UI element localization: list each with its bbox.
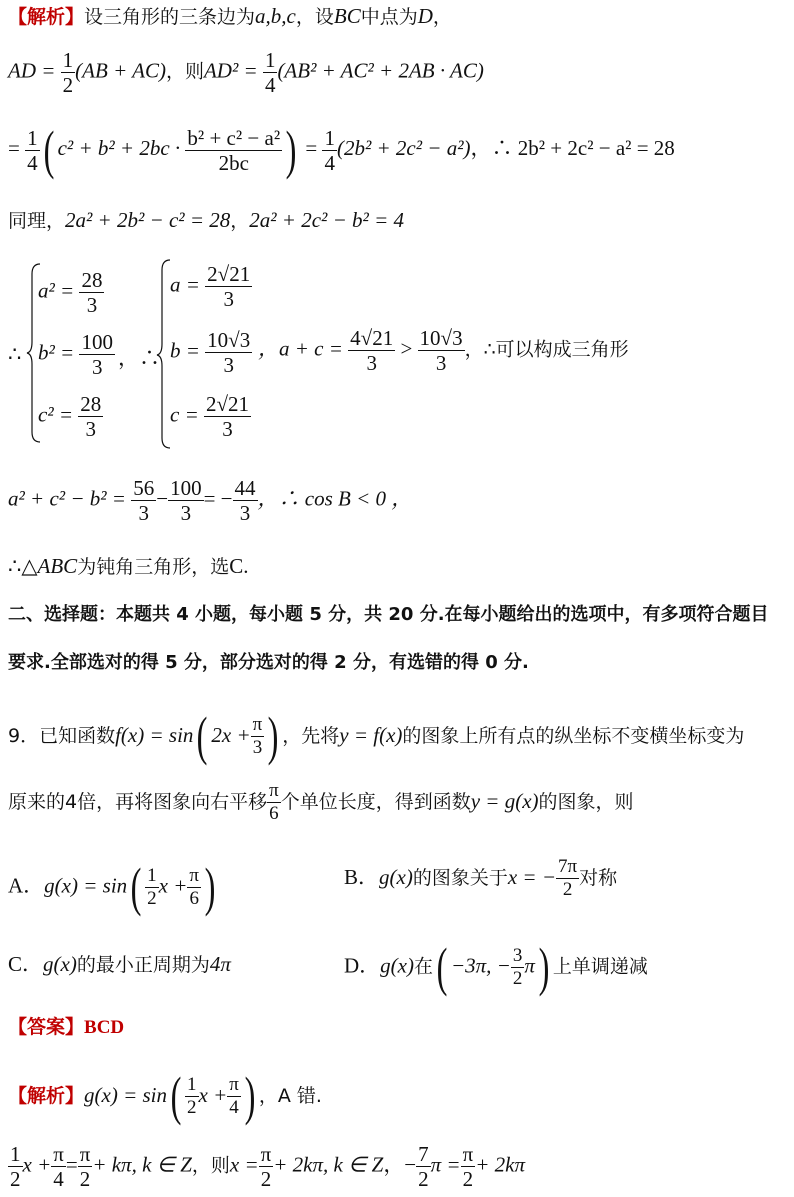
fraction-half: $\frac{1}{2}$ — [62, 48, 74, 98]
answer-tag: 【答案】 — [8, 1016, 85, 1038]
cosine-check: a² + c² − b² = $\frac{56}{3}$ − $\frac{100}{3}$ = − $\frac{44}{3}$ ，∴ cos B < 0 ， — [8, 476, 413, 526]
option-b[interactable]: B．g(x)的图象关于x = − $\frac{7\pi}{2}$ 对称 — [344, 856, 618, 900]
sys2-row: b = $\frac{10√3}{3}$ — [170, 328, 251, 378]
question-9: 9．已知函数f(x) = sin( 2x + $\frac{\pi}{3}$ ) ，先将y = f(x)的图象上所有点的纵坐标不变横坐标变为 — [8, 706, 745, 766]
analysis-2-line2: $\frac{1}{2}$ x + $\frac{\pi}{4}$ = $\frac{\pi}{2}$ + kπ, k ∈ Z，则x = $\frac{\pi}{2}$ + 2kπ, k ∈ Z，− $\frac{7}{2}$ π = $\frac{\pi}{2}$ + 2kπ — [10, 1142, 525, 1192]
section-heading-cont: 要求.全部选对的得 5 分，部分选对的得 2 分，有选错的得 0 分. — [8, 652, 529, 673]
section-heading: 二、选择题：本题共 4 小题，每小题 5 分，共 20 分.在每小题给出的选项中，有多项符合题目 — [8, 604, 769, 625]
answer-value: BCD — [84, 1017, 125, 1038]
answer — [8, 1016, 124, 1040]
sys1-row: c² = $\frac{28}{3}$ — [38, 392, 102, 442]
question-9-line2: 原来的4倍，再将图象向右平移 $\frac{\pi}{6}$ 个单位长度，得到函数y = g(x)的图象，则 — [8, 780, 634, 824]
option-d[interactable]: D．g(x)在( −3π, − $\frac{3}{2}$ π) 上单调递减 — [344, 937, 648, 997]
expansion-formula: = $\frac{1}{4}$ ( c² + b² + 2bc · $\frac{\text{b² + c² − a²}}{2bc}$ ) = $\frac{1}{4}$ (2b² + 2c² − a²)，∴ 2b² + 2c² − a² = 28 — [8, 120, 675, 180]
fraction-quarter: $\frac{1}{4}$ — [264, 48, 276, 98]
option-a[interactable]: A．g(x) = sin( $\frac{1}{2}$ x + $\frac{\pi}{6}$ ) — [8, 857, 216, 917]
similar-equations: 同理，2a² + 2b² − c² = 28，2a² + 2c² − b² = 4 — [8, 208, 404, 232]
vector-formula: AD = $\frac{1}{2}$ (AB + AC)，则AD² = $\frac{1}{4}$ (AB² + AC² + 2AB · AC) — [8, 48, 484, 98]
analysis-tag: 【解析】 — [8, 6, 85, 28]
triangle-inequality: ，a + c = $\frac{4√21}{3}$ > $\frac{10√3}{3}$ ，∴可以构成三角形 — [258, 326, 629, 376]
option-c[interactable]: C．g(x)的最小正周期为4π — [8, 952, 231, 976]
sys1-row: a² = $\frac{28}{3}$ — [38, 268, 103, 318]
sys1-row: b² = $\frac{100}{3}$ — [38, 330, 113, 380]
cosine-fraction: $\frac{\text{b² + c² − a²}}{2bc}$ — [187, 125, 281, 175]
analysis-intro: 【解析】设三角形的三条边为a,b,c，设BC中点为D， — [8, 4, 452, 28]
sys2-row: c = $\frac{2√21}{3}$ — [170, 392, 250, 442]
sys2-row: a = $\frac{2√21}{3}$ — [170, 262, 251, 312]
analysis-2: 【解析】g(x) = sin( $\frac{1}{2}$ x + $\frac{\pi}{4}$ ) ，A 错. — [8, 1066, 322, 1126]
conclusion: ∴△ABC为钝角三角形，选C. — [8, 554, 249, 578]
